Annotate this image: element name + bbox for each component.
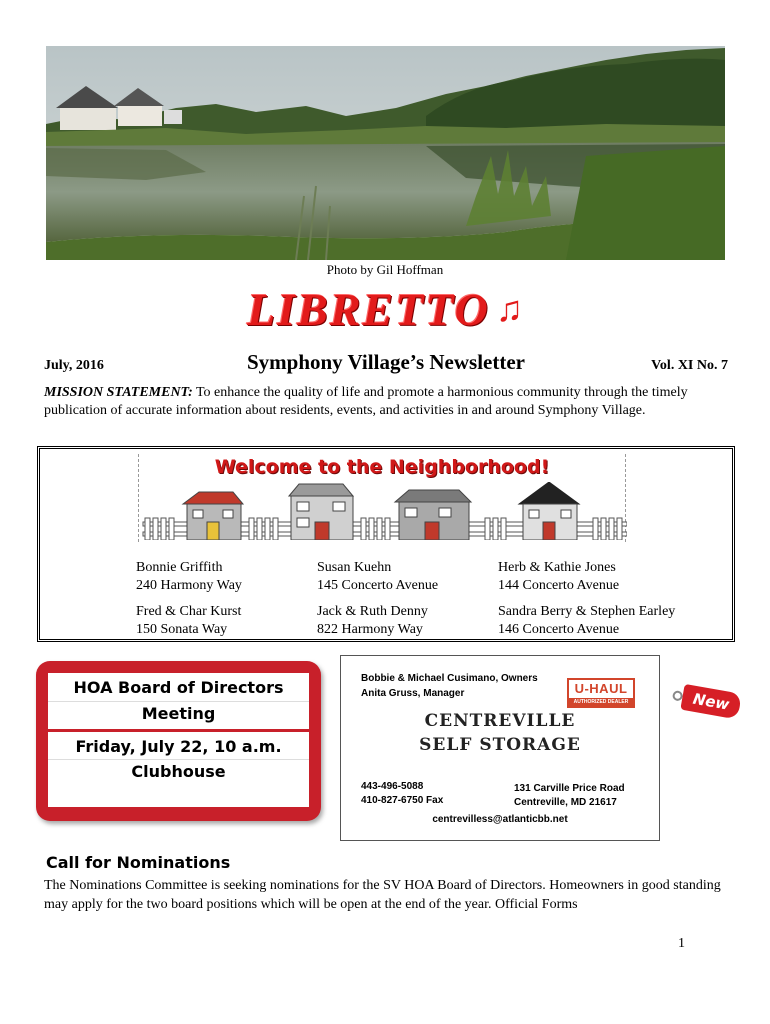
- resident-entry: [498, 559, 619, 595]
- hoa-meeting-location: Clubhouse: [131, 762, 226, 781]
- resident-entry: [136, 603, 241, 639]
- issue-date: July, 2016: [44, 358, 104, 373]
- mission-label: MISSION STATEMENT:: [44, 385, 193, 400]
- hero-photo: [46, 46, 725, 260]
- ad-email: centrevilless@atlanticbb.net: [432, 814, 568, 825]
- ad-company-line2: SELF STORAGE: [419, 735, 581, 755]
- storage-advertisement: [340, 655, 660, 841]
- ad-company-line1: CENTREVILLE: [424, 711, 576, 731]
- uhaul-logo-subtext: AUTHORIZED DEALER: [569, 698, 633, 706]
- masthead: [0, 282, 770, 336]
- welcome-banner: [138, 454, 626, 542]
- nominations-body: The Nominations Committee is seeking nominations for the SV HOA Board of Directors. Homeowners in good standing may apply for the two board positions which will be open at the end of the year. Official Forms: [44, 878, 721, 912]
- issue-volume: Vol. XI No. 7: [651, 358, 728, 373]
- new-tag-label: New: [680, 684, 742, 720]
- divider: [48, 729, 309, 732]
- ad-street: 131 Carville Price Road: [514, 783, 625, 794]
- newsletter-name: Symphony Village’s Newsletter: [246, 350, 526, 374]
- mission-text: To enhance the quality of life and promote a harmonious community through the timely publication of accurate information about residents, events, and activities in and around Symphony Village.: [44, 385, 688, 418]
- ad-owners-line: Bobbie & Michael Cusimano, Owners: [361, 673, 538, 684]
- ad-owners: [361, 671, 538, 701]
- pond-landscape-image: [46, 46, 725, 260]
- uhaul-logo-text: U-HAUL: [574, 681, 628, 696]
- houses-illustration: [139, 482, 627, 540]
- photo-credit: Photo by Gil Hoffman: [326, 262, 444, 277]
- hoa-meeting-title: HOA Board of Directors: [73, 678, 284, 697]
- divider: [48, 701, 309, 702]
- resident-entry: [136, 559, 242, 595]
- ad-phone-block: [361, 780, 443, 808]
- resident-name: Fred & Char Kurst: [136, 604, 242, 619]
- resident-entry: [317, 603, 428, 639]
- resident-name: Bonnie Griffith: [136, 560, 223, 575]
- ad-address-block: [514, 782, 625, 810]
- resident-entry: [317, 559, 438, 595]
- resident-name: Sandra Berry & Stephen Earley: [498, 604, 676, 619]
- resident-name: Susan Kuehn: [317, 560, 392, 575]
- resident-address: 822 Harmony Way: [317, 622, 423, 637]
- resident-name: Herb & Kathie Jones: [498, 560, 616, 575]
- welcome-box: [37, 446, 735, 642]
- welcome-heading: Welcome to the Neighborhood!: [214, 456, 550, 478]
- hoa-meeting-panel: [48, 673, 309, 807]
- ad-city: Centreville, MD 21617: [514, 797, 617, 808]
- hoa-meeting-datetime: Friday, July 22, 10 a.m.: [75, 737, 282, 756]
- resident-address: 144 Concerto Avenue: [498, 578, 620, 593]
- uhaul-logo: [567, 678, 635, 708]
- resident-name: Jack & Ruth Denny: [317, 604, 428, 619]
- resident-entry: [498, 603, 675, 639]
- resident-address: 146 Concerto Avenue: [498, 622, 620, 637]
- new-tag: [670, 680, 744, 724]
- hoa-meeting-subtitle: Meeting: [141, 704, 216, 723]
- nominations-heading: Call for Nominations: [46, 853, 231, 872]
- ad-phone: 443-496-5088: [361, 781, 424, 792]
- resident-address: 145 Concerto Avenue: [317, 578, 439, 593]
- hoa-meeting-card: [36, 661, 321, 821]
- resident-address: 150 Sonata Way: [136, 622, 228, 637]
- issue-line: [44, 350, 728, 380]
- divider: [48, 759, 309, 760]
- newsletter-title: LIBRETTO: [247, 283, 490, 335]
- ad-manager-line: Anita Gruss, Manager: [361, 688, 465, 699]
- ad-fax: 410-827-6750 Fax: [361, 795, 444, 806]
- page-number: 1: [678, 936, 685, 951]
- resident-address: 240 Harmony Way: [136, 578, 242, 593]
- mission-statement: [44, 384, 728, 420]
- music-note-icon: ♫: [495, 289, 523, 329]
